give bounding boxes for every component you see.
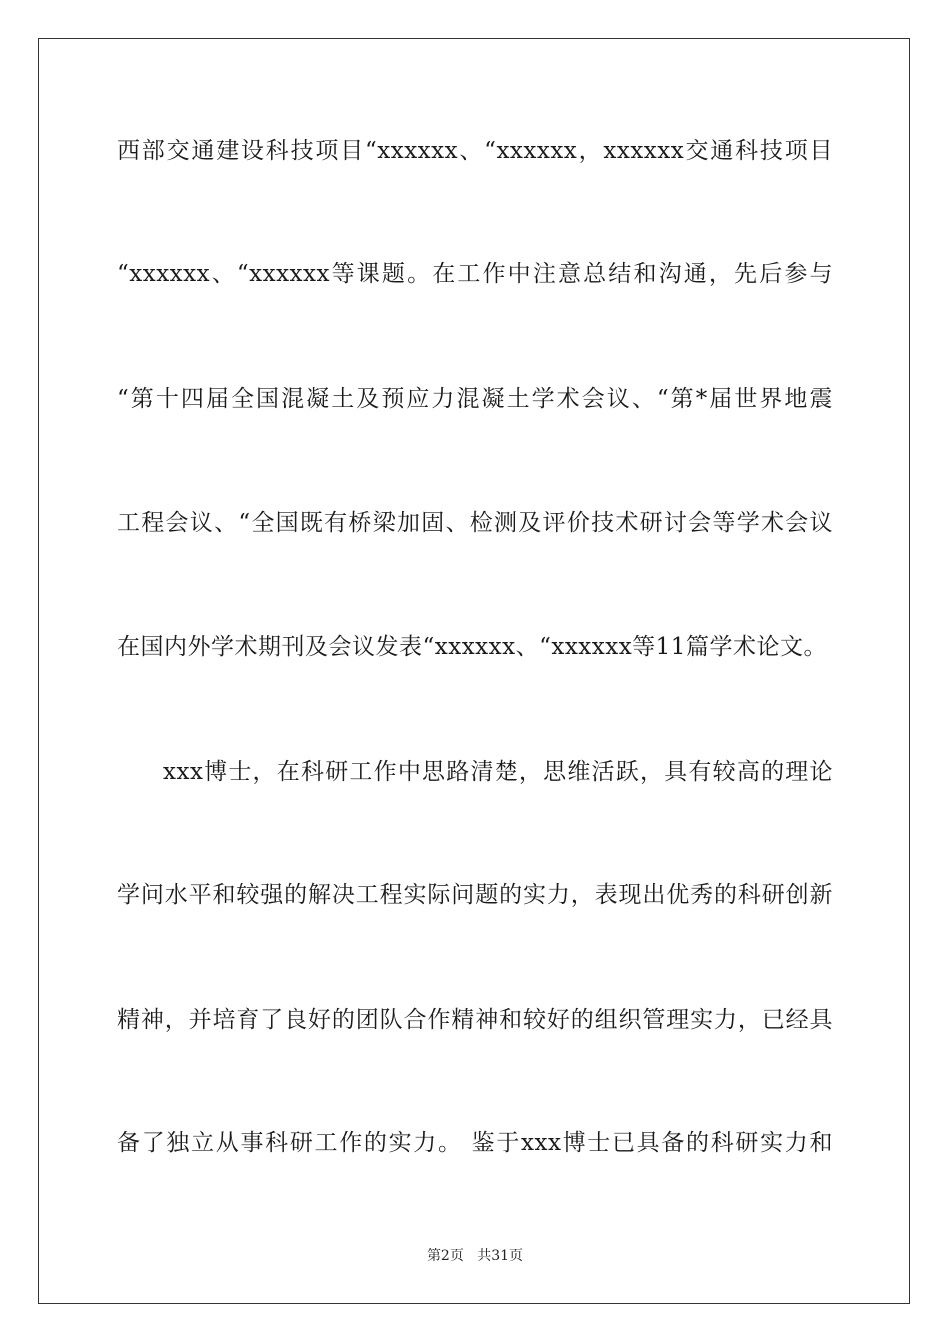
- text-line-8: 精神，并培育了良好的团队合作精神和较好的组织管理实力，已经具: [117, 1007, 833, 1033]
- text-line-2: “xxxxxx、“xxxxxx等课题。在工作中注意总结和沟通，先后参与: [117, 261, 833, 287]
- page-border: [38, 38, 910, 1304]
- page-footer: [0, 1246, 950, 1266]
- page-total: 共31页: [477, 1248, 524, 1264]
- page-number: 第2页: [426, 1248, 464, 1264]
- text-line-7: 学问水平和较强的解决工程实际问题的实力，表现出优秀的科研创新: [117, 882, 833, 908]
- text-line-6-paragraph-start: xxx博士，在科研工作中思路清楚，思维活跃，具有较高的理论: [163, 759, 833, 785]
- text-line-4: 工程会议、“全国既有桥梁加固、检测及评价技术研讨会等学术会议: [117, 510, 833, 536]
- text-line-5: 在国内外学术期刊及会议发表“xxxxxx、“xxxxxx等11篇学术论文。: [117, 634, 827, 660]
- text-line-9: 备了独立从事科研工作的实力。 鉴于xxx博士已具备的科研实力和: [117, 1130, 833, 1156]
- text-line-3: “第十四届全国混凝土及预应力混凝土学术会议、“第*届世界地震: [117, 386, 833, 412]
- text-line-1: 西部交通建设科技项目“xxxxxx、“xxxxxx，xxxxxx交通科技项目: [117, 138, 833, 164]
